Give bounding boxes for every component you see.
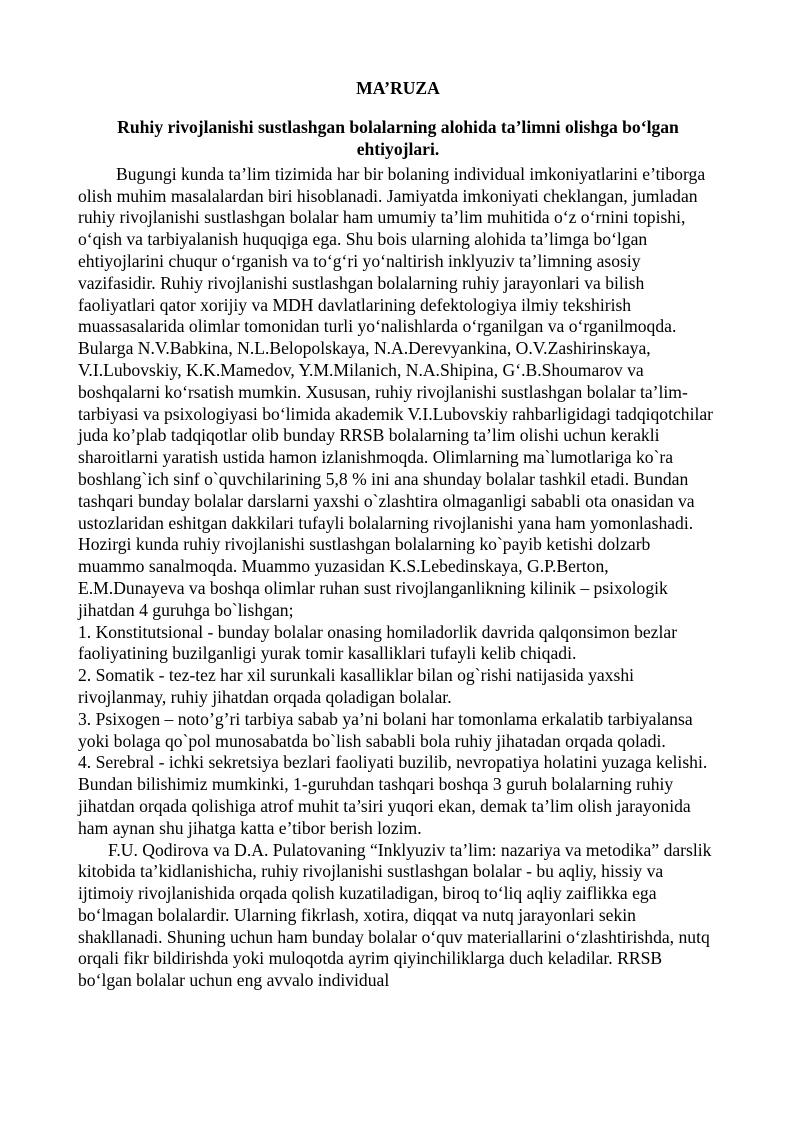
paragraph-conclusion: Bundan bilishimiz mumkinki, 1-guruhdan tashqari boshqa 3 guruh bolalarning ruhiy jihatdan orqada qolishiga atrof muhit ta’siri yuqori ekan, demak ta’lim olish jarayonida ham aynan shu jihatga katta e’tibor berish lozim. <box>78 774 691 838</box>
list-item-konstitutsional: 1. Konstitutsional - bunday bolalar onasing homiladorlik davrida qalqonsimon bezlar faoliyatining buzilganligi yurak tomir kasalliklari tufayli kelib chiqadi. <box>78 621 678 664</box>
page-subtitle: Ruhiy rivojlanishi sustlashgan bolalarning alohida ta’limni olishga bo‘lgan ehtiyojlari. <box>117 116 679 159</box>
list-item-psixogen: 3. Psixogen – noto’g’ri tarbiya sabab ya’ni bolani har tomonlama erkalatib tarbiyalansa yoki bolaga qo`pol munosabatda bo`lish sababli bola ruhiy jihatadan orqada qoladi. <box>78 708 693 751</box>
list-item-serebral: 4. Serebral - ichki sekretsiya bezlari faoliyati buzilib, nevropatiya holatini yuzaga kelishi. <box>78 752 708 773</box>
page-title: MA’RUZA <box>356 78 440 98</box>
list-item-somatik: 2. Somatik - tez-tez har xil surunkali kasalliklar bilan og`rishi natijasida yaxshi rivojlanmay, ruhiy jihatdan orqada qoladigan bolalar. <box>78 665 635 707</box>
document-page <box>78 72 718 992</box>
paragraph-qodirova: F.U. Qodirova va D.A. Pulatovaning “Inklyuziv ta’lim: nazariya va metodika” darslik kitobida ta’kidlanishicha, ruhiy rivojlanishi sustlashgan bolalar - bu aqliy, hissiy va ijtimoiy rivojlanishida orqada qolish kuzatiladigan, biroq to‘liq aqliy zaiflikka ega bo‘lmagan bolalardir. Ularning fikrlash, xotira, diqqat va nutq jarayonlari sekin shakllanadi. Shuning uchun ham bunday bolalar o‘quv materiallarini o‘zlashtirishda, nutq orqali fikr bildirishda yoki muloqotda ayrim qiyinchiliklarga duch keladilar. RRSB bo‘lgan bolalar uchun eng avvalo individual <box>78 839 712 991</box>
paragraph-intro: Bugungi kunda ta’lim tizimida har bir bolaning individual imkoniyatlarini e’tiborga olish muhim masalalardan biri hisoblanadi. Jamiyatda imkoniyati cheklangan, jumladan ruhiy rivojlanishi sustlashgan bolalar ham umumiy ta’lim muhitida o‘z o‘rnini topishi, o‘qish va tarbiyalanish huquqiga ega. Shu bois ularning alohida ta’limga bo‘lgan ehtiyojlarini chuqur o‘rganish va to‘g‘ri yo‘naltirish inklyuziv ta’limning asosiy vazifasidir. Ruhiy rivojlanishi sustlashgan bolalarning ruhiy jarayonlari va bilish faoliyatlari qator xorijiy va MDH davlatlarining defektologiya ilmiy tekshirish muassasalarida olimlar tomonidan turli yo‘nalishlarda o‘rganilgan va o‘rganilmoqda. Bularga N.V.Babkina, N.L.Belopolskaya, N.A.Derevyankina, O.V.Zashirinskaya, V.I.Lubovskiy, K.K.Mamedov, Y.M.Milanich, N.A.Shipina, G‘.B.Shoumarov va boshqalarni ko‘rsatish mumkin. Xususan, ruhiy rivojlanishi sustlashgan bolalar ta’lim-tarbiyasi va psixologiyasi bo‘limida akademik V.I.Lubovskiy rahbarligidagi tadqiqotchilar juda ko’plab tadqiqotlar olib bunday RRSB bolalarning ta’lim olishi uchun kerakli sharoitlarni yaratish ustida hamon izlanishmoqda. Olimlarning ma`lumotlariga ko`ra boshlang`ich sinf o`quvchilarining 5,8 % ini ana shunday bolalar tashkil etadi. Bundan tashqari bunday bolalar darslarni yaxshi o`zlashtira olmaganligi sababli ota onasidan va ustozlaridan eshitgan dakkilari tufayli bolalarning rivojlanishi yana ham yomonlashadi. Hozirgi kunda ruhiy rivojlanishi sustlashgan bolalarning ko`payib ketishi dolzarb muammo sanalmoqda. Muammo yuzasidan K.S.Lebedinskaya, G.P.Berton, E.M.Dunayeva va boshqa olimlar ruhan sust rivojlanganlikning kilinik – psixologik jihatdan 4 guruhga bo`lishgan; <box>78 163 714 620</box>
